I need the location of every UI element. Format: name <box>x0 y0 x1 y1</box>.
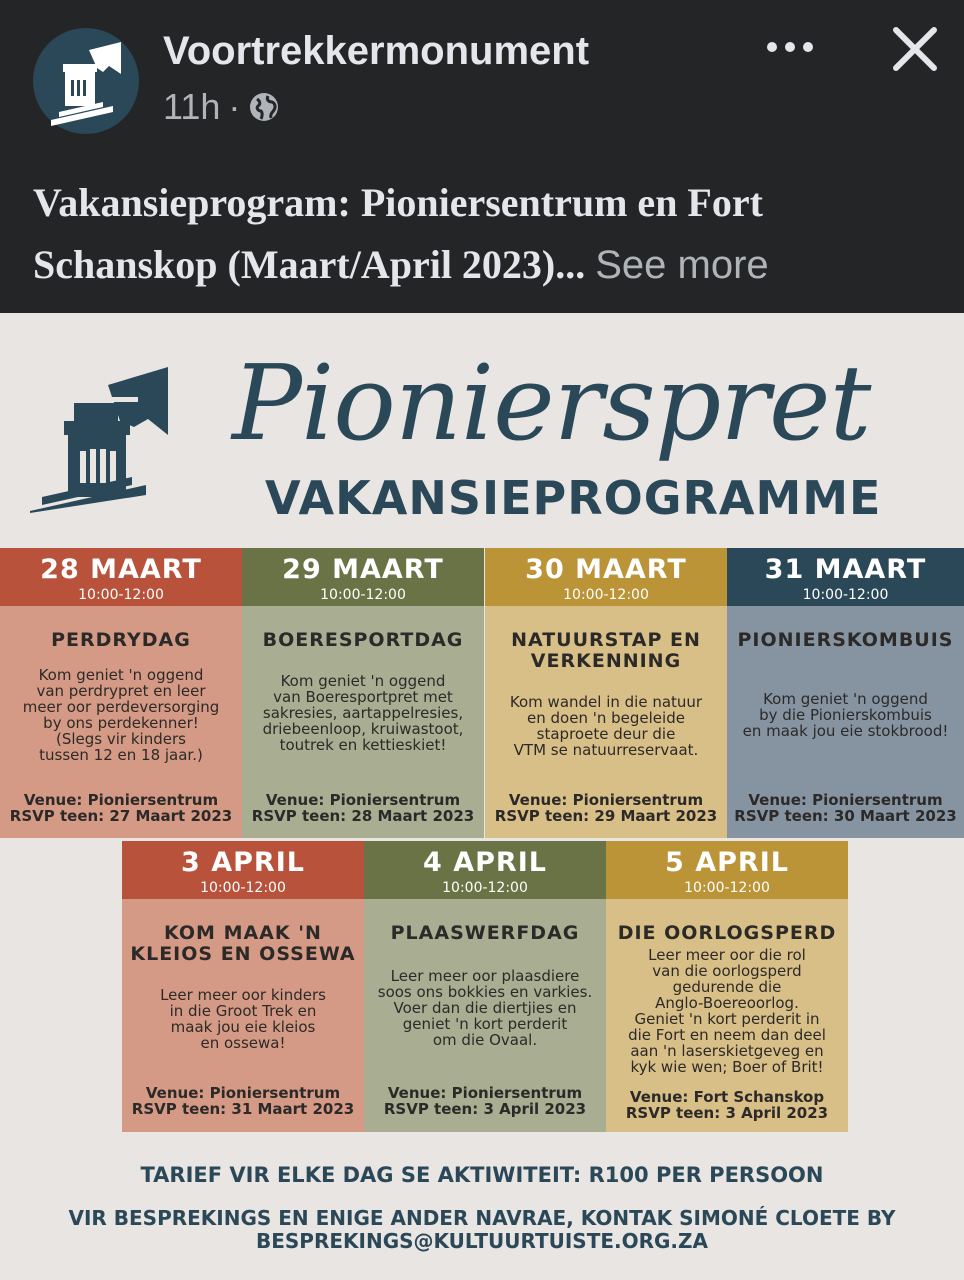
card-header <box>606 841 848 899</box>
event-card-3-april <box>122 841 364 1132</box>
rsvp-text: RSVP teen: 3 April 2023 <box>383 1100 587 1118</box>
card-header <box>727 548 964 606</box>
globe-icon[interactable] <box>248 91 280 123</box>
see-more-link[interactable]: See more <box>595 243 769 287</box>
close-icon <box>888 22 942 76</box>
event-time: 10:00-12:00 <box>684 880 770 896</box>
event-date: 3 APRIL <box>181 847 305 878</box>
contact-line: VIR BESPREKINGS EN ENIGE ANDER NAVRAE, KONTAK SIMONÉ CLOETE BY <box>68 1206 896 1230</box>
desc-line: VTM se natuurreservaat. <box>513 741 699 759</box>
venue-text: Venue: Fort Schanskop <box>629 1088 825 1106</box>
card-body <box>606 899 848 1132</box>
card-header <box>242 548 484 606</box>
event-description <box>727 651 964 739</box>
desc-line: Leer meer oor die rol <box>648 946 806 964</box>
event-title: PLAASWERFDAG <box>390 922 580 944</box>
event-venue <box>485 792 727 824</box>
event-title: NATUURSTAP EN VERKENNING <box>511 629 701 672</box>
card-body <box>0 606 242 838</box>
desc-line: aan 'n laserskietgeveg en <box>630 1042 824 1060</box>
desc-line: tussen 12 en 18 jaar.) <box>39 746 203 764</box>
event-venue <box>364 1085 606 1117</box>
event-time: 10:00-12:00 <box>320 587 406 603</box>
venue-text: Venue: Pioniersentrum <box>508 791 704 809</box>
desc-line: Geniet 'n kort perderit in <box>634 1010 820 1028</box>
desc-line: Kom geniet 'n oggend <box>280 672 446 690</box>
contact-info <box>0 1207 964 1253</box>
desc-line: Voer dan die diertjies en <box>393 999 577 1017</box>
desc-line: van Boeresportpret met <box>273 688 453 706</box>
card-body <box>727 606 964 838</box>
desc-line: sakresies, aartappelresies, <box>262 704 464 722</box>
event-title: DIE OORLOGSPERD <box>617 922 837 944</box>
desc-line: driebeenloop, kruiwastoot, <box>262 720 464 738</box>
desc-line: Kom wandel in die natuur <box>509 693 703 711</box>
poster-script-title: Pionierspret <box>232 342 871 464</box>
desc-line: gedurende die <box>672 978 782 996</box>
desc-line: en doen 'n begeleide <box>527 709 685 727</box>
event-venue <box>0 792 242 824</box>
more-horizontal-icon <box>764 30 816 64</box>
desc-line: meer oor perdeversorging <box>22 698 220 716</box>
contact-email: BESPREKINGS@KULTUURTUISTE.ORG.ZA <box>255 1229 708 1253</box>
desc-line: maak jou eie kleios <box>170 1018 316 1036</box>
desc-line: staproete deur die <box>536 725 676 743</box>
event-time: 10:00-12:00 <box>442 880 528 896</box>
monument-logo-icon <box>28 363 173 513</box>
event-card-4-april <box>364 841 606 1132</box>
card-body <box>122 899 364 1132</box>
event-card-31-maart <box>727 548 964 838</box>
rsvp-text: RSVP teen: 31 Maart 2023 <box>131 1100 355 1118</box>
caption-text: Vakansieprogram: Pioniersentrum en Fort Schanskop (Maart/April 2023)... <box>33 180 763 287</box>
card-body <box>485 606 727 838</box>
poster-subtitle: VAKANSIEPROGRAMME <box>265 471 882 525</box>
event-title: BOERESPORTDAG <box>262 629 464 651</box>
meta-separator: · <box>228 86 241 127</box>
event-date: 29 MAART <box>282 554 444 585</box>
desc-line: (Slegs vir kinders <box>56 730 186 748</box>
event-date: 28 MAART <box>40 554 202 585</box>
desc-line: geniet 'n kort perderit <box>402 1015 568 1033</box>
event-time: 10:00-12:00 <box>563 587 649 603</box>
desc-line: van die oorlogsperd <box>652 962 802 980</box>
post-caption <box>33 172 933 296</box>
desc-line: Leer meer oor kinders <box>160 986 326 1004</box>
card-header <box>122 841 364 899</box>
desc-line: die Fort en neem dan deel <box>628 1026 826 1044</box>
desc-line: Kom geniet 'n oggend <box>763 690 928 708</box>
desc-line: by die Pionierskombuis <box>759 706 932 724</box>
page-name-link[interactable]: Voortrekkermonument <box>163 29 590 73</box>
event-description <box>0 651 242 763</box>
event-venue <box>242 792 484 824</box>
venue-text: Venue: Pioniersentrum <box>387 1084 583 1102</box>
desc-line: Leer meer oor plaasdiere <box>390 967 580 985</box>
event-title: KOM MAAK 'N KLEIOS EN OSSEWA <box>130 922 356 965</box>
desc-line: en ossewa! <box>200 1034 286 1052</box>
desc-line: by ons perdekenner! <box>43 714 199 732</box>
event-title: PIONIERSKOMBUIS <box>737 629 954 651</box>
rsvp-text: RSVP teen: 29 Maart 2023 <box>494 807 718 825</box>
event-card-30-maart <box>485 548 727 838</box>
card-header <box>0 548 242 606</box>
event-time: 10:00-12:00 <box>802 587 889 603</box>
post-time[interactable]: 11h <box>163 86 221 127</box>
desc-line: Anglo-Boereoorlog. <box>655 994 799 1012</box>
card-body <box>242 606 484 838</box>
page-avatar[interactable] <box>33 28 139 134</box>
desc-line: kyk wie wen; Boer of Brit! <box>630 1058 824 1076</box>
venue-text: Venue: Pioniersentrum <box>748 791 943 809</box>
monument-logo-icon <box>33 28 139 134</box>
event-time: 10:00-12:00 <box>78 587 164 603</box>
rsvp-text: RSVP teen: 30 Maart 2023 <box>734 807 957 825</box>
event-title: PERDRYDAG <box>51 629 191 651</box>
event-description <box>485 672 727 758</box>
venue-text: Venue: Pioniersentrum <box>265 791 461 809</box>
event-date: 30 MAART <box>525 554 687 585</box>
more-options-button[interactable] <box>764 30 816 64</box>
card-body <box>364 899 606 1132</box>
venue-text: Venue: Pioniersentrum <box>145 1084 341 1102</box>
price-info: TARIEF VIR ELKE DAG SE AKTIWITEIT: R100 PER PERSOON <box>140 1163 824 1187</box>
event-date: 4 APRIL <box>423 847 547 878</box>
close-button[interactable] <box>888 22 942 76</box>
rsvp-text: RSVP teen: 28 Maart 2023 <box>251 807 475 825</box>
event-description <box>606 944 848 1075</box>
desc-line: Kom geniet 'n oggend <box>38 666 204 684</box>
desc-line: en maak jou eie stokbrood! <box>742 722 949 740</box>
desc-line: soos ons bokkies en varkies. <box>377 983 593 1001</box>
event-card-29-maart <box>242 548 484 838</box>
post-header <box>0 0 964 313</box>
event-venue <box>122 1085 364 1117</box>
event-description <box>364 944 606 1048</box>
event-card-28-maart <box>0 548 242 838</box>
venue-text: Venue: Pioniersentrum <box>23 791 219 809</box>
rsvp-text: RSVP teen: 27 Maart 2023 <box>9 807 233 825</box>
event-description <box>242 651 484 753</box>
event-card-5-april <box>606 841 848 1132</box>
event-date: 31 MAART <box>764 554 927 585</box>
event-venue <box>606 1089 848 1121</box>
event-date: 5 APRIL <box>665 847 789 878</box>
desc-line: in die Groot Trek en <box>169 1002 317 1020</box>
event-venue <box>727 792 964 824</box>
desc-line: om die Ovaal. <box>432 1031 538 1049</box>
desc-line: toutrek en kettieskiet! <box>279 736 447 754</box>
desc-line: van perdrypret en leer <box>36 682 206 700</box>
card-header <box>364 841 606 899</box>
card-header <box>485 548 727 606</box>
event-time: 10:00-12:00 <box>200 880 286 896</box>
rsvp-text: RSVP teen: 3 April 2023 <box>625 1104 829 1122</box>
post-image[interactable] <box>0 313 964 1280</box>
post-meta <box>163 86 280 128</box>
event-description <box>122 965 364 1051</box>
